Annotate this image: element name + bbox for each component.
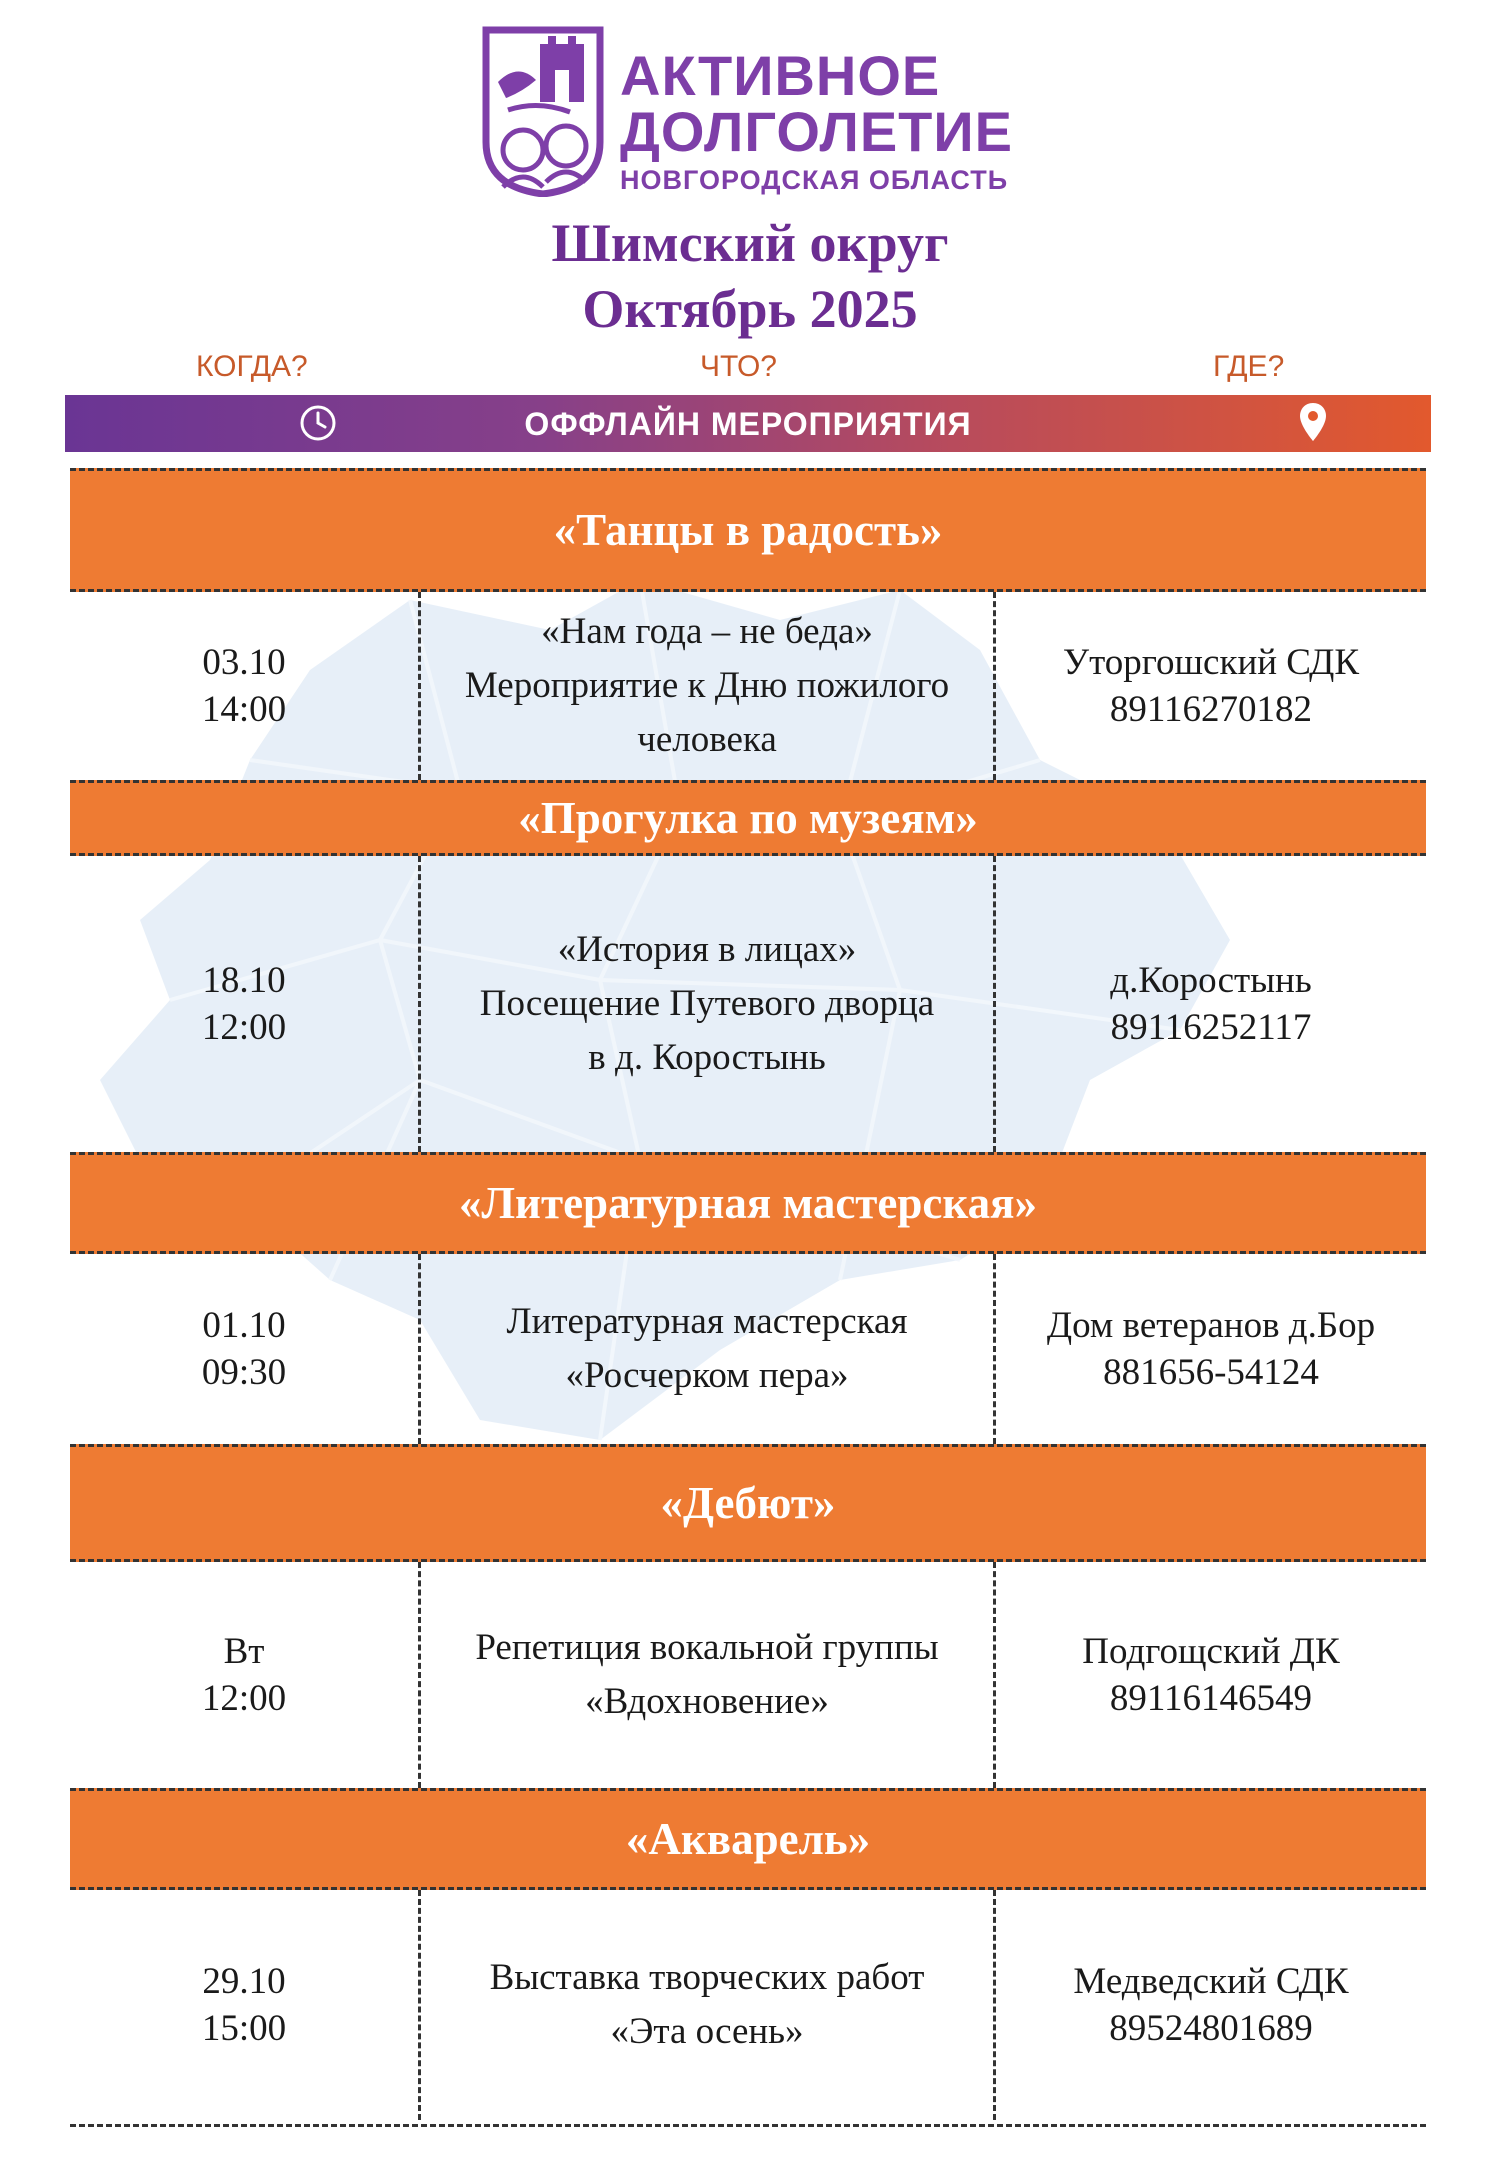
event-description-line: Посещение Путевого дворца	[479, 983, 935, 1024]
event-description	[418, 1254, 996, 1444]
location-pin-icon	[1297, 401, 1329, 443]
event-date: 01.10	[202, 1305, 286, 1346]
event-description	[418, 592, 996, 780]
event-where	[996, 856, 1426, 1152]
event-time: 14:00	[201, 689, 287, 730]
event-description-line: Литературная мастерская	[506, 1301, 908, 1342]
event-description	[418, 1562, 996, 1788]
event-when	[70, 592, 418, 780]
event-description-line: «Вдохновение»	[585, 1681, 829, 1722]
event-date: Вт	[223, 1631, 265, 1672]
column-label-what: ЧТО?	[700, 350, 777, 383]
event-description	[418, 1890, 996, 2120]
logo-subtitle: НОВГОРОДСКАЯ ОБЛАСТЬ	[620, 165, 1009, 195]
section-header: «Акварель»	[70, 1788, 1426, 1890]
event-description-line: «Росчерком пера»	[565, 1355, 849, 1396]
table-bottom-border	[70, 2124, 1426, 2127]
event-date: 03.10	[202, 642, 286, 683]
logo-title-line1: АКТИВНОЕ	[620, 44, 941, 107]
event-where	[996, 592, 1426, 780]
section-header: «Литературная мастерская»	[70, 1152, 1426, 1254]
event-place: д.Коростынь	[1110, 960, 1312, 1001]
page-title-month: Октябрь 2025	[582, 279, 918, 339]
table-row	[70, 1254, 1426, 1444]
event-phone: 89524801689	[1109, 2008, 1313, 2049]
page-title-district: Шимский округ	[551, 213, 949, 273]
table-row	[70, 1562, 1426, 1788]
event-place: Медведский СДК	[1073, 1961, 1349, 2002]
event-time: 12:00	[201, 1678, 287, 1719]
event-time: 12:00	[201, 1007, 287, 1048]
event-when	[70, 1890, 418, 2120]
event-phone: 881656-54124	[1103, 1352, 1319, 1393]
event-description-line: Выставка творческих работ	[489, 1957, 925, 1998]
event-when	[70, 1254, 418, 1444]
table-row	[70, 1890, 1426, 2120]
event-description-line: в д. Коростынь	[588, 1037, 826, 1078]
event-place: Дом ветеранов д.Бор	[1046, 1305, 1376, 1346]
column-label-where: ГДЕ?	[1213, 350, 1285, 383]
event-place: Подгощский ДК	[1082, 1631, 1340, 1672]
event-when	[70, 856, 418, 1152]
column-label-when: КОГДА?	[196, 350, 308, 383]
offline-events-banner	[65, 395, 1431, 452]
event-time: 09:30	[201, 1352, 287, 1393]
section-header: «Дебют»	[70, 1444, 1426, 1562]
logo-emblem-icon	[478, 22, 608, 197]
event-where	[996, 1254, 1426, 1444]
event-phone: 89116252117	[1110, 1007, 1312, 1048]
event-where	[996, 1890, 1426, 2120]
event-place: Уторгошский СДК	[1062, 642, 1360, 683]
logo	[470, 20, 1030, 200]
banner-title: ОФФЛАЙН МЕРОПРИЯТИЯ	[524, 406, 972, 442]
events-table	[70, 468, 1426, 2120]
event-phone: 89116146549	[1109, 1678, 1313, 1719]
table-row	[70, 856, 1426, 1152]
event-description-line: «Эта осень»	[610, 2011, 804, 2052]
event-description-line: человека	[637, 719, 777, 760]
event-when	[70, 1562, 418, 1788]
event-date: 18.10	[202, 960, 286, 1001]
logo-title-line2: ДОЛГОЛЕТИЕ	[620, 100, 1013, 163]
event-description-line: «Нам года – не беда»	[541, 611, 873, 652]
column-labels	[0, 350, 1500, 390]
event-date: 29.10	[202, 1961, 286, 2002]
event-where	[996, 1562, 1426, 1788]
event-time: 15:00	[201, 2008, 287, 2049]
event-description-line: «История в лицах»	[557, 929, 857, 970]
event-description	[418, 856, 996, 1152]
section-header: «Прогулка по музеям»	[70, 780, 1426, 856]
event-phone: 89116270182	[1109, 689, 1313, 730]
event-description-line: Репетиция вокальной группы	[475, 1627, 939, 1668]
table-row	[70, 592, 1426, 780]
section-header: «Танцы в радость»	[70, 468, 1426, 592]
event-description-line: Мероприятие к Дню пожилого	[464, 665, 950, 706]
